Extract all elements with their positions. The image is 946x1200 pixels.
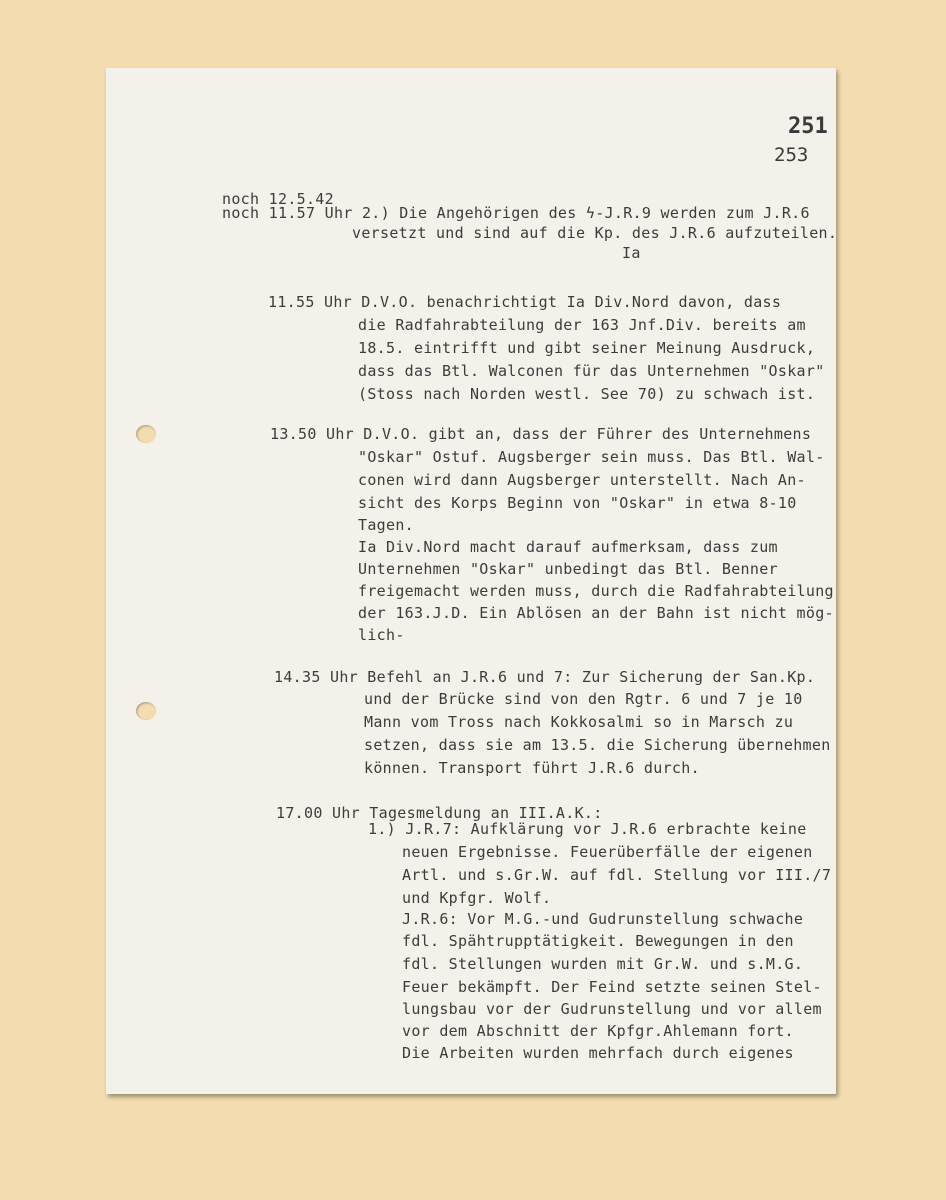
entry-line: freigemacht werden muss, durch die Radfahrabteilung <box>358 582 834 600</box>
entry-line: vor dem Abschnitt der Kpfgr.Ahlemann fort. <box>402 1022 794 1040</box>
entry-line: 17.00 Uhr Tagesmeldung an III.A.K.: <box>276 804 603 822</box>
entry-line: Feuer bekämpft. Der Feind setzte seinen Stel- <box>402 978 822 996</box>
entry-line: Tagen. <box>358 516 414 534</box>
entry-line: lich- <box>358 626 405 644</box>
entry-line: 1.) J.R.7: Aufklärung vor J.R.6 erbrachte keine <box>368 820 807 838</box>
entry-line: Ia <box>622 244 641 262</box>
entry-line: (Stoss nach Norden westl. See 70) zu schwach ist. <box>358 385 816 403</box>
entry-line: 14.35 Uhr Befehl an J.R.6 und 7: Zur Sicherung der San.Kp. <box>274 668 816 686</box>
entry-line: können. Transport führt J.R.6 durch. <box>364 759 700 777</box>
punch-hole <box>136 702 156 720</box>
entry-line: sicht des Korps Beginn von "Oskar" in etwa 8-10 <box>358 494 797 512</box>
entry-line: der 163.J.D. Ein Ablösen an der Bahn ist nicht mög- <box>358 604 834 622</box>
entry-line: und der Brücke sind von den Rgtr. 6 und 7 je 10 <box>364 690 803 708</box>
entry-line: "Oskar" Ostuf. Augsberger sein muss. Das Btl. Wal- <box>358 448 825 466</box>
entry-line: versetzt und sind auf die Kp. des J.R.6 aufzuteilen. <box>352 224 838 242</box>
entry-line: die Radfahrabteilung der 163 Jnf.Div. bereits am <box>358 316 806 334</box>
entry-line: conen wird dann Augsberger unterstellt. Nach An- <box>358 471 806 489</box>
date-line: noch 12.5.42 <box>222 190 334 208</box>
entry-line: 11.55 Uhr D.V.O. benachrichtigt Ia Div.Nord davon, dass <box>268 293 782 311</box>
entry-line: Die Arbeiten wurden mehrfach durch eigenes <box>402 1044 794 1062</box>
entry-line: und Kpfgr. Wolf. <box>402 889 552 907</box>
entry-line: J.R.6: Vor M.G.-und Gudrunstellung schwache <box>402 910 804 928</box>
entry-line: Mann vom Tross nach Kokkosalmi so in Marsch zu <box>364 713 794 731</box>
punch-hole <box>136 425 156 443</box>
page-number-handwritten: 253 <box>774 144 809 166</box>
entry-line: lungsbau vor der Gudrunstellung und vor allem <box>402 1000 822 1018</box>
entry-line: neuen Ergebnisse. Feuerüberfälle der eigenen <box>402 843 813 861</box>
entry-line: 13.50 Uhr D.V.O. gibt an, dass der Führer des Unternehmens <box>270 425 812 443</box>
page-number-stamp: 251 <box>788 114 828 139</box>
entry-line: 18.5. eintrifft und gibt seiner Meinung Ausdruck, <box>358 339 816 357</box>
entry-line: fdl. Spähtrupptätigkeit. Bewegungen in den <box>402 932 794 950</box>
entry-line: Artl. und s.Gr.W. auf fdl. Stellung vor III./7 <box>402 866 832 884</box>
entry-line: setzen, dass sie am 13.5. die Sicherung übernehmen <box>364 736 831 754</box>
entry-line: Unternehmen "Oskar" unbedingt das Btl. Benner <box>358 560 778 578</box>
entry-line: Ia Div.Nord macht darauf aufmerksam, dass zum <box>358 538 778 556</box>
entry-line: noch 11.57 Uhr 2.) Die Angehörigen des ϟ-J.R.9 werden zum J.R.6 <box>222 204 810 222</box>
entry-line: dass das Btl. Walconen für das Unternehmen "Oskar" <box>358 362 825 380</box>
document-page <box>106 68 836 1094</box>
entry-line: fdl. Stellungen wurden mit Gr.W. und s.M.G. <box>402 955 804 973</box>
